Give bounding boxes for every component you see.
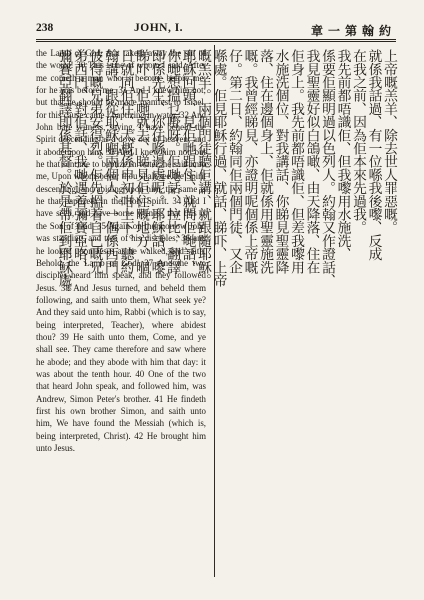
chinese-text-column: 即係先生、你住喺邊處呢。耶穌話、嚟 — [148, 49, 165, 274]
chinese-text-column: 嘅羔羊。兩個門徒聽佢講、就跟隨耶穌。 — [195, 49, 211, 287]
chinese-text-column: 水施洗個位、對我講話、你睇見聖靈降 — [272, 49, 289, 274]
chinese-text-column: 彼得嘅兄弟安得烈。佢先搵着自己嘅兄 — [86, 49, 103, 274]
chinese-text-column: 睇吓。佢哋就去、睇見佢住嘅地方、嗰 — [133, 49, 149, 274]
chinese-text-column: 喺處。佢見耶穌行過、就話、睇吓、上帝 — [210, 49, 227, 287]
chinese-text-column: 係要佢顯明過以色列人。約翰又作證話、 — [319, 49, 335, 287]
chinese-text-column: 佢身上。我先前都唔識佢、但差我嚟用 — [288, 49, 304, 274]
page-header — [36, 22, 396, 38]
chinese-text-column: 日就同佢住、大概係申初咁上下。聽約 — [117, 49, 134, 274]
chinese-text-column: 在我之前、因為佢本來先過我。 — [350, 49, 366, 234]
chinese-text-column: 你哋想搵乜嘢呀。佢哋話、拉比、翻譯 — [164, 49, 180, 274]
running-title: JOHN, I. — [134, 22, 184, 34]
chinese-text-column: 我見聖靈好似白鴿噉、由天降落、住在 — [303, 49, 320, 274]
chinese-text-column: 耶穌回頭、見佢哋跟住、就問佢哋話、 — [179, 49, 196, 274]
chinese-text-column: 弟西門、對佢話、我哋遇着彌賽亞咯、 — [71, 49, 87, 274]
chinese-text-column: 上帝嘅羔羊、除去世人罪惡嘅。 — [381, 49, 397, 234]
chinese-text-column: 嘅。我曾經睇見、亦證明呢個係上帝嘅 — [241, 49, 258, 274]
chinese-text-column: 翰講、跟從耶穌嗰兩個人、一個係西門 — [102, 49, 118, 274]
chinese-text-column: 仔。第二日、約翰同佢兩個門徒、又企 — [226, 49, 242, 274]
header-rule — [36, 39, 396, 40]
chinese-text-column: 就係我話過、有一位喺我後嚟、反成 — [365, 49, 382, 261]
chinese-text-column: 彌賽亞翻譯即係基督。於是帶佢到耶穌處。 — [55, 49, 72, 300]
header-rule-thin — [36, 41, 396, 42]
chinese-running-title: 約翰第一章 — [310, 24, 396, 38]
page-number: 238 — [36, 22, 54, 34]
english-text: the Lamb of God, that taketh away the sin of the world! 30 This is he of whom I said, After me cometh a man who is become before me: for he was before me. 31 And I knew him not; but that he should be made manifest to Israel, for this cause came I baptizing in water. 32 And John bare witness, saying, I have beheld the Spirit descending as a dove out of heaven; and it abode upon him. 33 And I knew him not: but he that sent me to baptize in water, he said unto me, Upon whomsoever thou shalt see the Spirit descending, and abiding upon him, the same is he that baptizeth in the Holy Spirit. 34 And I have seen, and have borne witness that this is the Son of God. 35 Again on the morrow John was standing, and two of his disciples; 36 and he looked upon Jesus as he walked, and saith, Behold, the Lamb of God! 37 And the two disciples heard him speak, and they followed Jesus. 38 And Jesus turned, and beheld them following, and saith unto them, What seek ye? And they said unto him, Rabbi (which is to say, being interpreted, Teacher), where abidest thou? 39 He saith unto them, Come, and ye shall see. They came therefore and saw where he abode; and they abode with him that day: it was about the tenth hour. 40 One of the two that heard John speak, and followed him, was Andrew, Simon Peter's brother. 41 He findeth first his own brother Simon, and saith unto him, We have found the Messiah (which is, being interpreted, Christ). 42 He brought him unto Jesus. — [36, 48, 206, 453]
chinese-text-column: 我先前都唔識佢、但我嚟用水施洗、 — [334, 49, 351, 261]
chinese-text-column: 落、住在邊個身上、佢就係用聖靈施洗 — [257, 49, 273, 274]
